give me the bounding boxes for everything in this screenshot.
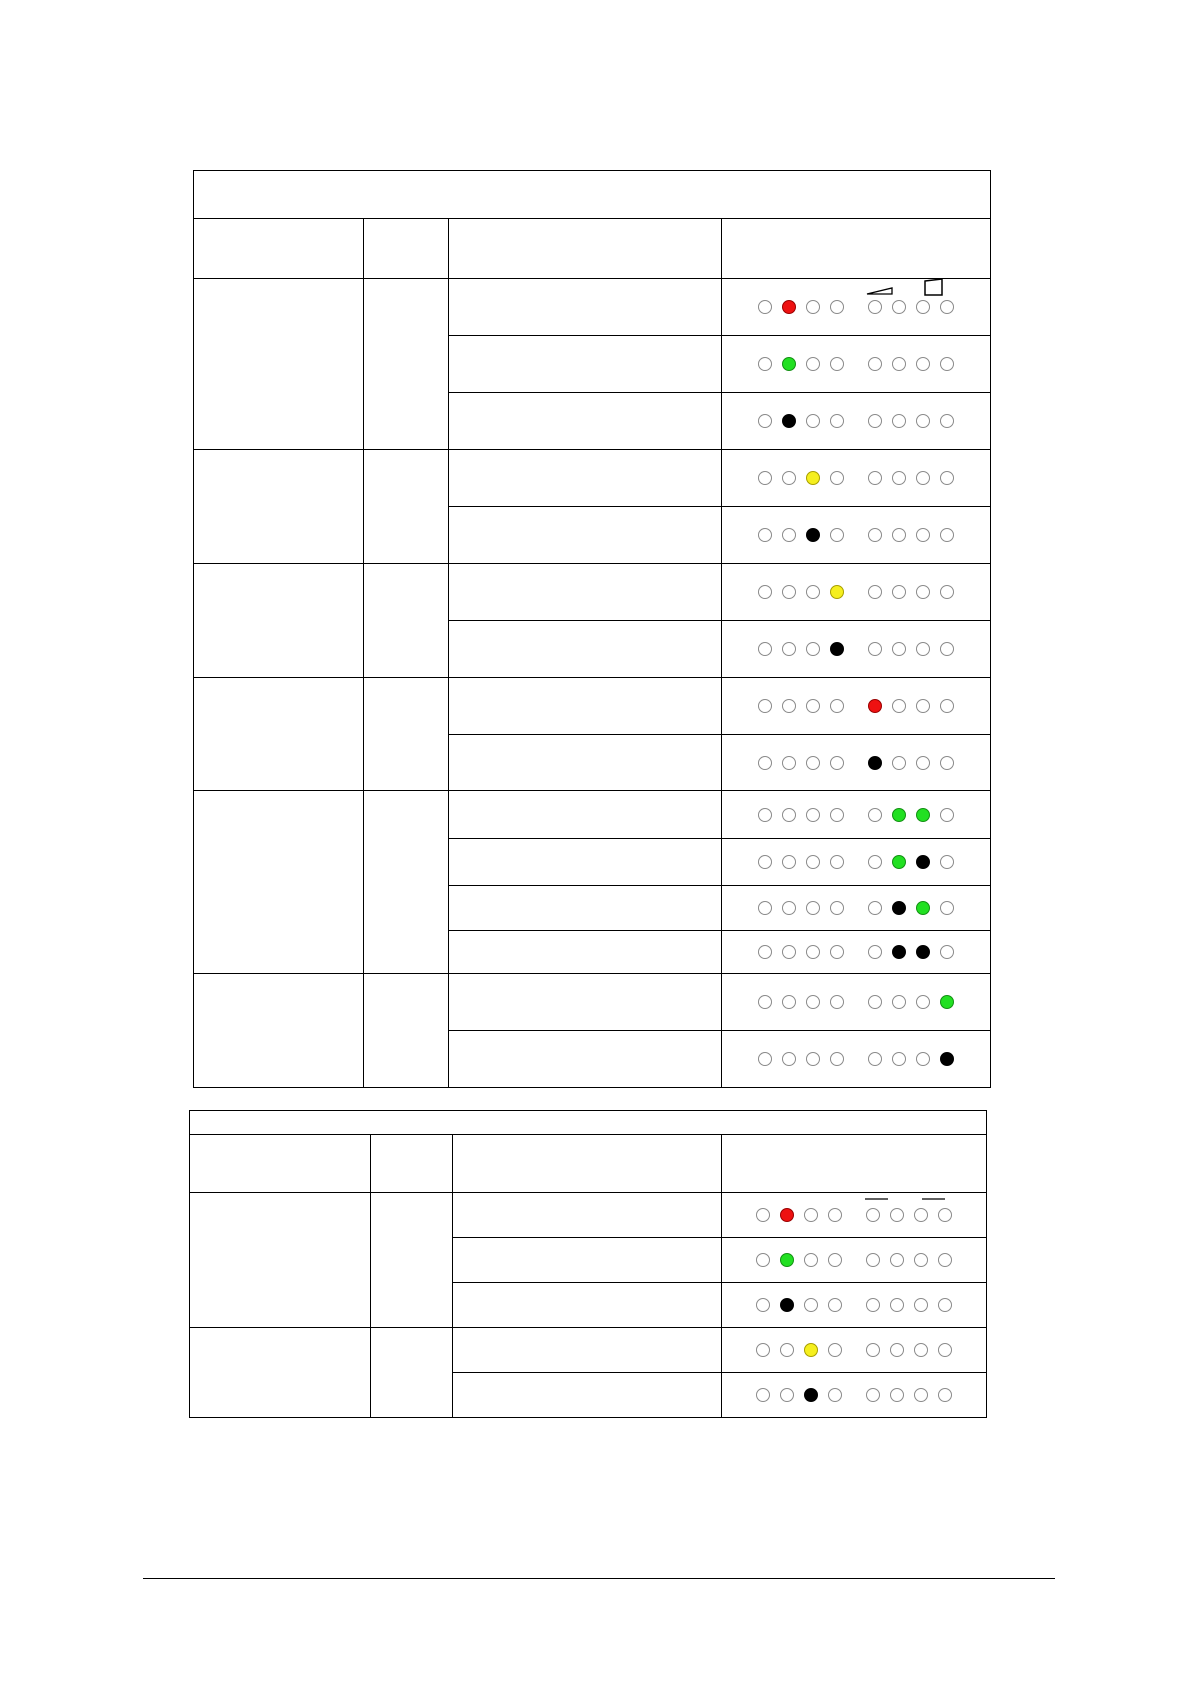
led-indicator-off (806, 901, 820, 915)
led-indicator-off (830, 855, 844, 869)
led-indicator-off (756, 1298, 770, 1312)
led-indicator-off (866, 1388, 880, 1402)
led-indicator-off (868, 642, 882, 656)
led-indicator-off (916, 642, 930, 656)
table-title-cell (190, 1111, 987, 1135)
led-indicator-off (830, 471, 844, 485)
led-indicator-off (804, 1253, 818, 1267)
led-indicator-off (940, 642, 954, 656)
group-name-cell (194, 279, 364, 450)
led-indicator-off (866, 1343, 880, 1357)
table-row (194, 974, 991, 1031)
group-name-cell (190, 1193, 371, 1328)
table-header-row (194, 219, 991, 279)
table-row (194, 564, 991, 621)
description-cell (449, 1031, 722, 1088)
led-indicator-off (806, 414, 820, 428)
led-indicator-off (828, 1388, 842, 1402)
led-indicator-off (806, 357, 820, 371)
led-indicator-off (890, 1253, 904, 1267)
led-indicator-off (868, 901, 882, 915)
led-indicator-off (866, 1253, 880, 1267)
led-indicator-off (828, 1298, 842, 1312)
description-cell (449, 621, 722, 678)
led-indicator-off (938, 1253, 952, 1267)
description-cell (449, 791, 722, 839)
led-indicator-off (830, 808, 844, 822)
led-indicator-black (804, 1388, 818, 1402)
led-indicator-off (868, 357, 882, 371)
led-indicator-off (830, 945, 844, 959)
group-name-cell (190, 1328, 371, 1418)
led-indicator-off (830, 699, 844, 713)
led-indicator-black (868, 756, 882, 770)
led-indicator-black (916, 855, 930, 869)
led-indicator-off (916, 756, 930, 770)
header-cell-indicators (722, 1135, 987, 1193)
led-indicator-off (782, 756, 796, 770)
led-cell (722, 393, 991, 450)
description-cell (449, 450, 722, 507)
group-name-cell (194, 564, 364, 678)
description-cell (453, 1193, 722, 1238)
led-indicator-off (916, 699, 930, 713)
led-indicator-off (830, 1052, 844, 1066)
led-indicator-off (940, 945, 954, 959)
table-title-row (190, 1111, 987, 1135)
led-indicator-green (782, 357, 796, 371)
led-indicator-off (830, 756, 844, 770)
led-cell (722, 507, 991, 564)
group-code-cell (364, 564, 449, 678)
led-indicator-off (868, 995, 882, 1009)
description-cell (449, 393, 722, 450)
led-cell (722, 564, 991, 621)
group-name-cell (194, 974, 364, 1088)
led-indicator-black (892, 901, 906, 915)
led-indicator-off (940, 528, 954, 542)
led-indicator-off (916, 414, 930, 428)
header-cell (453, 1135, 722, 1193)
led-indicator-off (782, 995, 796, 1009)
led-indicator-off (828, 1253, 842, 1267)
led-indicator-black (892, 945, 906, 959)
led-indicator-off (938, 1343, 952, 1357)
description-cell (449, 839, 722, 886)
led-indicator-off (782, 471, 796, 485)
led-cell (722, 1238, 987, 1283)
header-cell (194, 219, 364, 279)
table-title-cell (194, 171, 991, 219)
led-indicator-off (868, 528, 882, 542)
led-indicator-off (756, 1388, 770, 1402)
led-indicator-off (940, 901, 954, 915)
led-indicator-green (940, 995, 954, 1009)
led-status-table-2 (189, 1110, 987, 1418)
led-indicator-off (892, 1052, 906, 1066)
led-indicator-off (892, 357, 906, 371)
led-cell (722, 450, 991, 507)
table-row (194, 791, 991, 839)
led-indicator-off (758, 855, 772, 869)
led-indicator-off (782, 808, 796, 822)
led-indicator-off (806, 585, 820, 599)
led-indicator-off (782, 528, 796, 542)
led-indicator-off (758, 901, 772, 915)
led-indicator-off (804, 1298, 818, 1312)
led-indicator-black (782, 414, 796, 428)
led-indicator-off (940, 808, 954, 822)
led-indicator-yellow (806, 471, 820, 485)
led-indicator-off (828, 1343, 842, 1357)
description-cell (449, 974, 722, 1031)
led-cell (722, 1373, 987, 1418)
wedge-icon (867, 288, 892, 294)
led-indicator-off (806, 855, 820, 869)
led-indicator-off (938, 1388, 952, 1402)
led-indicator-off (758, 642, 772, 656)
led-indicator-off (868, 945, 882, 959)
led-indicator-green (892, 855, 906, 869)
led-indicator-off (806, 756, 820, 770)
group-name-cell (194, 791, 364, 974)
led-indicator-off (780, 1343, 794, 1357)
led-indicator-off (892, 471, 906, 485)
led-indicator-red (868, 699, 882, 713)
description-cell (449, 564, 722, 621)
led-indicator-off (758, 1052, 772, 1066)
led-indicator-off (940, 585, 954, 599)
led-indicator-off (892, 699, 906, 713)
led-indicator-off (916, 995, 930, 1009)
group-name-cell (194, 450, 364, 564)
led-indicator-off (892, 528, 906, 542)
led-indicator-black (830, 642, 844, 656)
led-cell (722, 336, 991, 393)
led-indicator-black (806, 528, 820, 542)
description-cell (449, 279, 722, 336)
led-cell (722, 735, 991, 791)
group-code-cell (364, 450, 449, 564)
group-code-cell (371, 1193, 453, 1328)
header-cell (449, 219, 722, 279)
led-cell (722, 1283, 987, 1328)
description-cell (453, 1283, 722, 1328)
led-indicator-off (830, 414, 844, 428)
led-indicator-off (940, 471, 954, 485)
description-cell (449, 886, 722, 931)
led-indicator-off (830, 995, 844, 1009)
description-cell (449, 678, 722, 735)
header-cell (371, 1135, 453, 1193)
led-indicator-off (868, 585, 882, 599)
led-indicator-off (806, 1052, 820, 1066)
led-cell (722, 1031, 991, 1088)
description-cell (449, 336, 722, 393)
table-header-row (190, 1135, 987, 1193)
group-code-cell (364, 791, 449, 974)
led-indicator-off (938, 1298, 952, 1312)
led-status-table-1 (193, 170, 991, 1088)
group-code-cell (371, 1328, 453, 1418)
led-indicator-off (868, 855, 882, 869)
led-indicator-black (780, 1298, 794, 1312)
led-indicator-off (890, 1388, 904, 1402)
led-cell (722, 839, 991, 886)
led-indicator-off (892, 642, 906, 656)
led-indicator-off (940, 357, 954, 371)
led-indicator-off (914, 1253, 928, 1267)
led-indicator-off (830, 901, 844, 915)
led-indicator-green (780, 1253, 794, 1267)
led-indicator-black (940, 1052, 954, 1066)
description-cell (449, 507, 722, 564)
description-cell (453, 1328, 722, 1373)
led-indicator-off (892, 414, 906, 428)
header-cell (190, 1135, 371, 1193)
led-indicator-off (806, 995, 820, 1009)
led-indicator-off (916, 471, 930, 485)
led-indicator-off (806, 642, 820, 656)
header-cell-indicators (722, 219, 991, 279)
led-indicator-off (914, 1388, 928, 1402)
led-indicator-off (780, 1388, 794, 1402)
led-cell (722, 621, 991, 678)
led-indicator-black (916, 945, 930, 959)
led-indicator-green (916, 808, 930, 822)
table-title-row (194, 171, 991, 219)
led-indicator-off (782, 855, 796, 869)
led-indicator-off (866, 1298, 880, 1312)
led-indicator-yellow (804, 1343, 818, 1357)
led-indicator-off (916, 357, 930, 371)
led-indicator-green (892, 808, 906, 822)
led-indicator-off (758, 945, 772, 959)
header-icons (722, 1164, 987, 1222)
led-indicator-off (758, 808, 772, 822)
description-cell (449, 735, 722, 791)
footer-rule (143, 1578, 1055, 1579)
led-indicator-off (890, 1343, 904, 1357)
led-indicator-off (758, 756, 772, 770)
led-indicator-off (758, 585, 772, 599)
led-indicator-off (758, 699, 772, 713)
led-indicator-off (758, 995, 772, 1009)
led-indicator-off (758, 471, 772, 485)
led-indicator-yellow (830, 585, 844, 599)
led-indicator-off (806, 699, 820, 713)
led-indicator-off (916, 528, 930, 542)
led-indicator-off (758, 528, 772, 542)
led-indicator-off (806, 808, 820, 822)
led-indicator-off (940, 855, 954, 869)
led-indicator-off (940, 699, 954, 713)
led-indicator-off (890, 1298, 904, 1312)
description-cell (453, 1238, 722, 1283)
group-code-cell (364, 974, 449, 1088)
led-indicator-off (914, 1343, 928, 1357)
led-indicator-off (892, 995, 906, 1009)
led-indicator-off (782, 1052, 796, 1066)
led-indicator-off (916, 585, 930, 599)
led-indicator-off (806, 945, 820, 959)
led-indicator-off (868, 414, 882, 428)
group-name-cell (194, 678, 364, 791)
led-cell (722, 1328, 987, 1373)
table-row (194, 678, 991, 735)
led-cell (722, 886, 991, 931)
led-indicator-off (830, 528, 844, 542)
led-indicator-off (940, 414, 954, 428)
group-code-cell (364, 279, 449, 450)
led-indicator-green (916, 901, 930, 915)
led-indicator-off (914, 1298, 928, 1312)
led-indicator-off (758, 357, 772, 371)
group-code-cell (364, 678, 449, 791)
led-indicator-off (782, 699, 796, 713)
led-indicator-off (830, 357, 844, 371)
led-cell (722, 974, 991, 1031)
led-indicator-off (782, 945, 796, 959)
header-icons (722, 249, 991, 309)
led-indicator-off (758, 414, 772, 428)
led-indicator-off (756, 1343, 770, 1357)
description-cell (453, 1373, 722, 1418)
led-indicator-off (892, 756, 906, 770)
header-cell (364, 219, 449, 279)
led-indicator-off (916, 1052, 930, 1066)
led-indicator-off (868, 1052, 882, 1066)
table-row (190, 1328, 987, 1373)
led-cell (722, 931, 991, 974)
led-cell (722, 791, 991, 839)
led-indicator-off (868, 471, 882, 485)
square-icon (925, 279, 942, 295)
led-indicator-off (756, 1253, 770, 1267)
led-indicator-off (782, 901, 796, 915)
led-indicator-off (892, 585, 906, 599)
led-indicator-off (868, 808, 882, 822)
table-row (194, 450, 991, 507)
led-indicator-off (782, 642, 796, 656)
led-indicator-off (940, 756, 954, 770)
description-cell (449, 931, 722, 974)
led-indicator-off (782, 585, 796, 599)
led-cell (722, 678, 991, 735)
